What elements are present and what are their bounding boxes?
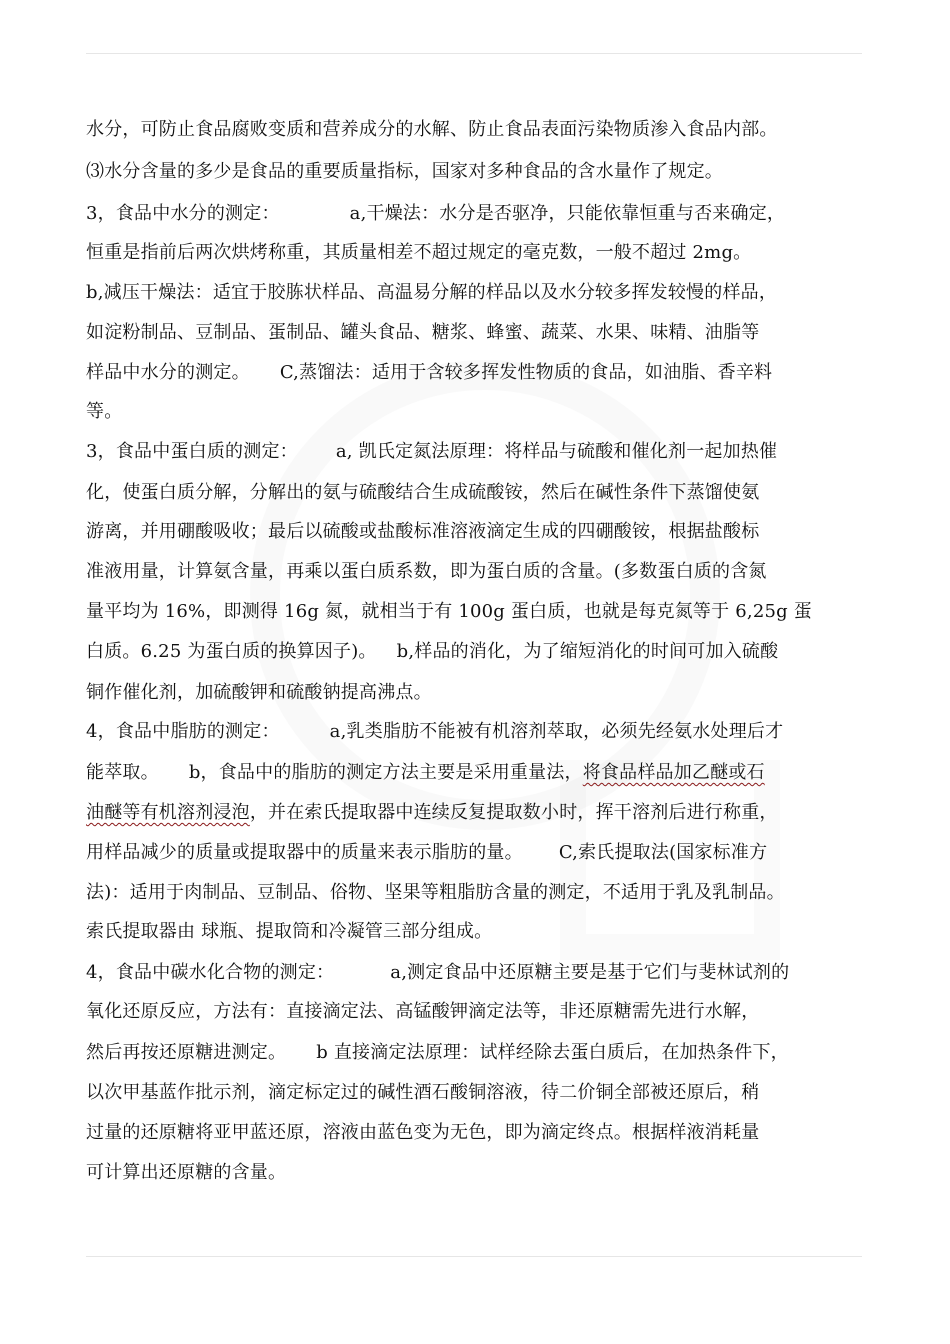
text-line [86, 835, 767, 871]
text-line [86, 594, 812, 630]
text-line [86, 1075, 759, 1111]
text-line [86, 1155, 286, 1191]
line-text: C,蒸馏法：适用于含较多挥发性物质的食品，如油脂、香辛料 [279, 362, 773, 383]
text-line [86, 394, 122, 430]
line-text: a, 凯氏定氮法原理：将样品与硫酸和催化剂一起加热催 [335, 441, 778, 462]
section-heading: 4，食品中碳水化合物的测定： [86, 962, 335, 983]
line-text: 能萃取。 [86, 762, 159, 783]
text-line [86, 634, 778, 670]
text-line [86, 235, 751, 271]
underlined-text: 将食品样品加乙醚或石 [582, 762, 765, 783]
text-line [86, 1035, 789, 1071]
text-line [86, 795, 778, 831]
text-line [86, 755, 765, 791]
text-line [86, 112, 778, 148]
line-text: a,乳类脂肪不能被有机溶剂萃取，必须先经氨水处理后才 [329, 721, 784, 742]
line-text: a,测定食品中还原糖主要是基于它们与斐林试剂的 [390, 962, 790, 983]
text-line [86, 675, 432, 711]
line-text: C,索氏提取法(国家标准方 [558, 842, 768, 863]
text-line [86, 154, 723, 190]
line-text: b,减压干燥法：适宜于胶胨状样品、高温易分解的样品以及水分较多挥发较慢的样品， [86, 282, 778, 303]
text-line [86, 475, 759, 511]
line-text: 索氏提取器由 球瓶、提取筒和冷凝管三部分组成。 [86, 921, 493, 942]
line-text: 以次甲基蓝作批示剂，滴定标定过的碱性酒石酸铜溶液，待二价铜全部被还原后，稍 [86, 1082, 760, 1103]
text-line [86, 955, 789, 991]
text-line [86, 196, 785, 232]
text-line [86, 714, 783, 750]
line-text: 然后再按还原糖进测定。 [86, 1042, 287, 1063]
text-line [86, 434, 777, 470]
line-text: 可计算出还原糖的含量。 [86, 1162, 287, 1183]
text-line [86, 994, 759, 1030]
line-text: 氧化还原反应，方法有：直接滴定法、高锰酸钾滴定法等，非还原糖需先进行水解， [86, 1001, 760, 1022]
text-line [86, 315, 759, 351]
line-text: 等。 [86, 401, 123, 422]
line-text: 游离，并用硼酸吸收；最后以硫酸或盐酸标准溶液滴定生成的四硼酸铵，根据盐酸标 [86, 521, 760, 542]
text-line [86, 514, 759, 550]
footer-rule [86, 1256, 862, 1257]
section-heading: 3，食品中蛋白质的测定： [86, 441, 298, 462]
line-text: a,干燥法：水分是否驱净，只能依靠恒重与否来确定， [349, 203, 786, 224]
header-rule [86, 53, 862, 54]
line-text: 准液用量，计算氨含量，再乘以蛋白质系数，即为蛋白质的含量。(多数蛋白质的含氮 [86, 561, 767, 582]
line-text: 样品中水分的测定。 [86, 362, 250, 383]
line-text: 量平均为 16%，即测得 16g 氮，就相当于有 100g 蛋白质，也就是每克氮等于 6,25g 蛋 [86, 601, 812, 622]
line-text: ，并在索氏提取器中连续反复提取数小时，挥干溶剂后进行称重， [249, 802, 778, 823]
line-text: 化，使蛋白质分解，分解出的氨与硫酸结合生成硫酸铵，然后在碱性条件下蒸馏使氨 [86, 482, 760, 503]
section-heading: 4，食品中脂肪的测定： [86, 721, 280, 742]
line-text: 法)：适用于肉制品、豆制品、俗物、坚果等粗脂肪含量的测定，不适用于乳及乳制品。 [86, 882, 785, 903]
line-text: ⑶水分含量的多少是食品的重要质量指标，国家对多种食品的含水量作了规定。 [86, 161, 723, 182]
section-heading: 3，食品中水分的测定： [86, 203, 280, 224]
line-text: b，食品中的脂肪的测定方法主要是采用重量法， [188, 762, 583, 783]
line-text: 过量的还原糖将亚甲蓝还原，溶液由蓝色变为无色，即为滴定终点。根据样液消耗量 [86, 1122, 760, 1143]
line-text: 水分，可防止食品腐败变质和营养成分的水解、防止食品表面污染物质渗入食品内部。 [86, 119, 778, 140]
text-line [86, 875, 785, 911]
underlined-text: 油醚等有机溶剂浸泡 [86, 802, 250, 823]
line-text: 铜作催化剂，加硫酸钾和硫酸钠提高沸点。 [86, 682, 432, 703]
line-text: 如淀粉制品、豆制品、蛋制品、罐头食品、糖浆、蜂蜜、蔬菜、水果、味精、油脂等 [86, 322, 760, 343]
line-text: b,样品的消化，为了缩短消化的时间可加入硫酸 [396, 641, 779, 662]
line-text: 恒重是指前后两次烘烤称重，其质量相差不超过规定的毫克数，一般不超过 2mg。 [86, 242, 752, 263]
line-text: 白质。6.25 为蛋白质的换算因子)。 [86, 641, 377, 662]
line-text: 用样品减少的质量或提取器中的质量来表示脂肪的量。 [86, 842, 523, 863]
text-line [86, 355, 772, 391]
text-line [86, 914, 492, 950]
line-text: b 直接滴定法原理：试样经除去蛋白质后，在加热条件下， [316, 1042, 789, 1063]
text-line [86, 275, 777, 311]
text-line [86, 1115, 759, 1151]
text-line [86, 554, 767, 590]
